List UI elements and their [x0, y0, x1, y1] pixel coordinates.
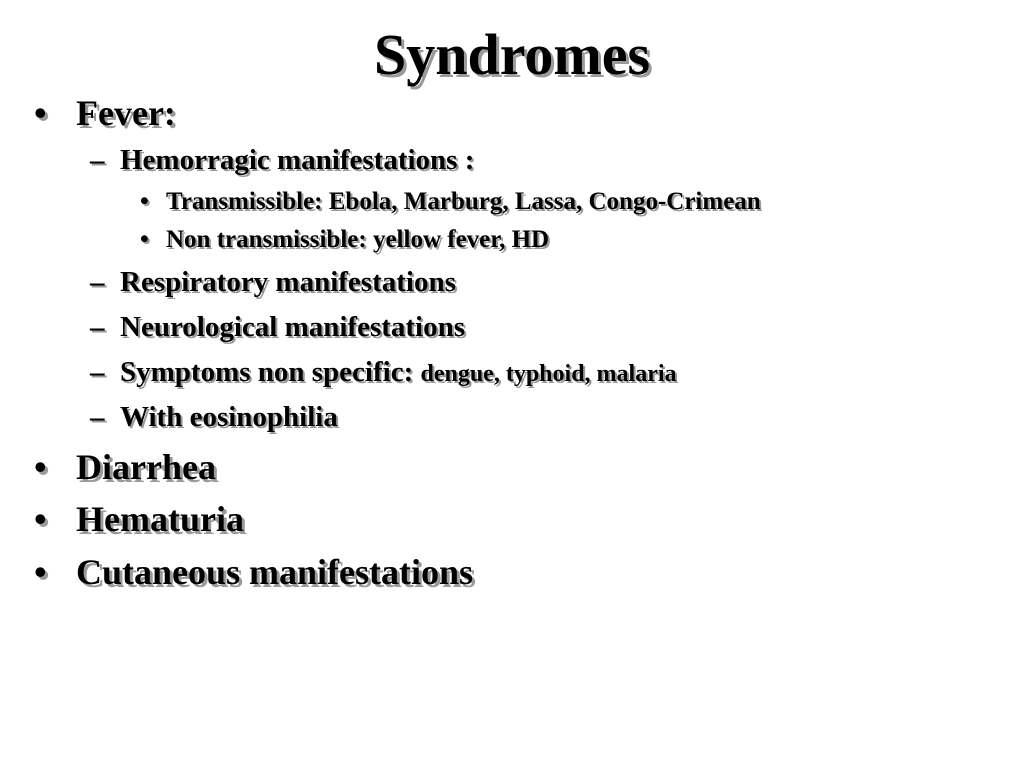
bullet-marker: • — [34, 447, 47, 487]
dash-marker: – — [90, 356, 105, 388]
bullet-diarrhea: Diarrhea — [76, 447, 216, 487]
sub-sub-bullet-transmissible: Transmissible: Ebola, Marburg, Lassa, Congo-Crimean — [166, 188, 761, 215]
sub-sub-bullet-marker: • — [140, 188, 149, 215]
sub-bullet-eosinophilia: With eosinophilia — [120, 401, 338, 433]
bullet-hematuria: Hematuria — [76, 499, 244, 539]
slide-title: Syndromes — [373, 22, 651, 87]
dash-marker: – — [90, 266, 105, 298]
sub-sub-bullet-non-transmissible: Non transmissible: yellow fever, HD — [166, 226, 550, 253]
symptoms-examples: dengue, typhoid, malaria — [420, 361, 677, 387]
symptoms-label: Symptoms non specific: — [120, 356, 421, 388]
bullet-marker: • — [34, 93, 47, 133]
sub-bullet-symptoms — [120, 355, 677, 391]
bullet-fever: Fever: — [76, 93, 176, 133]
dash-marker: – — [90, 311, 105, 343]
sub-bullet-respiratory: Respiratory manifestations — [120, 266, 456, 298]
bullet-marker: • — [34, 499, 47, 539]
sub-bullet-neurological: Neurological manifestations — [120, 311, 466, 343]
dash-marker: – — [90, 401, 105, 433]
sub-sub-bullet-marker: • — [140, 226, 149, 253]
bullet-cutaneous: Cutaneous manifestations — [76, 552, 474, 592]
bullet-marker: • — [34, 552, 47, 592]
dash-marker: – — [90, 144, 105, 176]
sub-bullet-hemorrhagic: Hemorragic manifestations : — [120, 144, 475, 176]
